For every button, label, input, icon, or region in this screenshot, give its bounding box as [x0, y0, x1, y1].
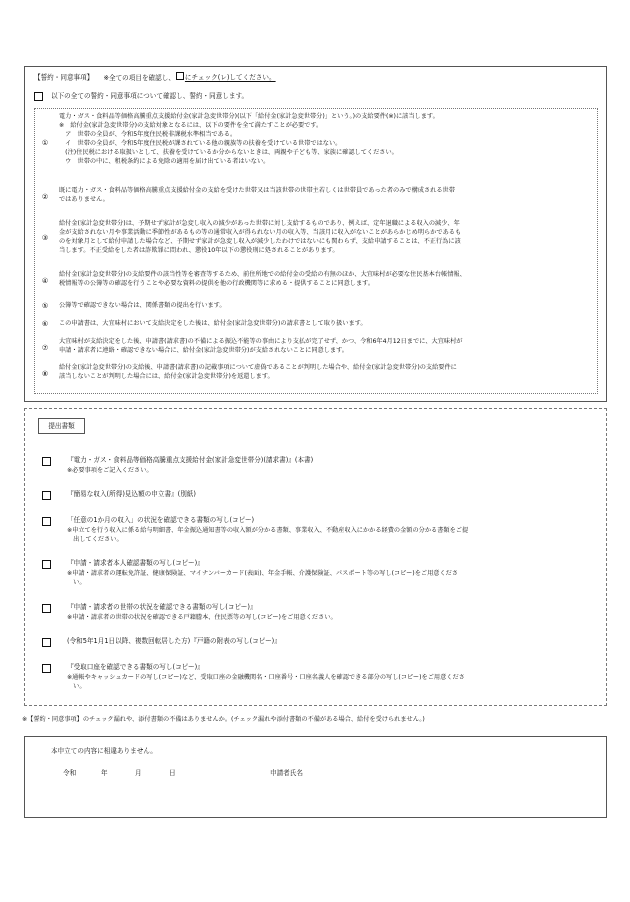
documents-title-box: [38, 418, 85, 434]
item-line: ア 世帯の全員が、令和5年度住民税非課税水準相当である。: [59, 130, 237, 138]
document-checkbox[interactable]: [42, 517, 51, 526]
era-label: 令和: [63, 769, 77, 777]
document-note: い。: [67, 682, 86, 690]
item-number: ②: [41, 193, 49, 201]
item-line: ウ 世帯の中に、租税条約による免除の適用を届け出ている者はいない。: [59, 157, 270, 165]
item-number: ⑦: [41, 344, 49, 352]
item-number: ①: [41, 139, 49, 147]
document-item[interactable]: [42, 663, 598, 692]
item-line: 給付金(家計急変世帯分)の支給後、申請書(請求書)の記載事項について虚偽であることが判明した場合や、給付金(家計急変世帯分)の支給要件に: [59, 364, 457, 371]
item-line: 給付金(家計急変世帯分)は、予期せず家計が急変し収入の減少があった世帯に対し支給するものであり、例えば、定年退職による収入の減少、年: [59, 220, 460, 227]
document-note: 出してください。: [67, 535, 123, 543]
document-label: 『簡易な収入(所得)見込額の申立書』(別紙): [67, 490, 196, 498]
document-note: ※必要事項をご記入ください。: [67, 466, 153, 474]
item-line: 当します。不正受給をした者は詐欺罪に問われ、懲役10年以下の懲役刑に処されることがあります。: [59, 246, 339, 254]
item-line: ※ 給付金(家計急変世帯分)の支給対象となるには、以下の要件を全て満たすことが必要です。: [59, 121, 323, 129]
item-line: のを対象月として給付申請した場合など、予期せず家計が急変し収入が減少したわけではないにも関わらず、支給申請することは、不正行為に該: [59, 237, 461, 245]
pledge-note: ※全ての項目を確認し、: [103, 73, 175, 82]
date-row: [63, 769, 583, 781]
document-checkbox[interactable]: [42, 638, 51, 647]
footer-note: ※【誓約・同意事項】のチェック漏れや、添付書類の不備はありませんか。(チェック漏れや添付書類の不備がある場合、給付を受けられません。): [22, 716, 425, 723]
document-note: ※申請・請求者の運転免許証、健康保険証、マイナンバーカード(表面)、年金手帳、介護保険証、パスポート等の写し(コピー)をご用意くださ: [67, 569, 459, 577]
document-note: ※通帳やキャッシュカードの写し(コピー)など、受取口座の金融機関名・口座番号・口座名義人を確認できる部分の写し(コピー)をご用意くださ: [67, 673, 465, 681]
item-line: 公簿等で確認できない場合は、関係書類の提出を行います。: [59, 302, 226, 309]
item-line: 大宜味村が支給決定をした後、申請書(請求書)の不備による振込不能等の事由により支払が完了せず、かつ、令和6年4月12日までに、大宜味村が: [59, 338, 463, 345]
signature-box: [24, 736, 607, 818]
item-number: ⑥: [41, 320, 49, 328]
document-item[interactable]: [42, 603, 598, 623]
document-note: い。: [67, 578, 86, 586]
item-line: 申請・請求者に連絡・確認できない場合に、給付金(家計急変世帯分)が支給されないことに同意します。: [59, 346, 348, 354]
document-label: 「任意の1か月の収入」の状況を確認できる書類の写し(コピー): [67, 516, 255, 524]
pledge-items: [34, 108, 598, 394]
month-label: 月: [135, 769, 142, 777]
document-checkbox[interactable]: [42, 491, 51, 500]
document-item[interactable]: [42, 637, 598, 647]
document-checkbox[interactable]: [42, 664, 51, 673]
item-line: 電力・ガス・食料品等価格高騰重点支援給付金(家計急変世帯分)(以下「給付金(家計急変世帯分)」という。)の支給要件(※)に該当します。: [59, 113, 439, 120]
item-line: 税情報等の公簿等の確認を行うことや必要な資料の提供を他の行政機関等に求める・提供することに同意します。: [59, 279, 375, 287]
document-item[interactable]: [42, 490, 598, 500]
pledge-header: [34, 72, 276, 83]
agree-all-row[interactable]: [34, 92, 248, 102]
document-item[interactable]: [42, 516, 598, 545]
documents-section: [24, 408, 607, 706]
item-line: イ 世帯の全員が、令和5年度住民税が課されている他の親族等の扶養を受けている世帯ではない。: [59, 139, 342, 147]
document-label: 『申請・請求者の世帯の状況を確認できる書類の写し(コピー)』: [67, 603, 257, 611]
declaration-statement: 本申立ての内容に相違ありません。: [51, 747, 157, 755]
document-item[interactable]: [42, 456, 598, 476]
pledge-note-tail: にチェック(レ)してください。: [184, 73, 276, 82]
document-note: ※申請・請求者の世帯の状況を確認できる戸籍謄本、住民票等の写し(コピー)をご用意ください。: [67, 613, 337, 621]
document-checkbox[interactable]: [42, 604, 51, 613]
item-number: ⑧: [41, 370, 49, 378]
document-checkbox[interactable]: [42, 457, 51, 466]
checkbox-sample-icon: [176, 72, 184, 80]
document-item[interactable]: [42, 559, 598, 588]
item-number: ⑤: [41, 302, 49, 310]
document-label: 『申請・請求者本人確認書類の写し(コピー)』: [67, 559, 204, 567]
applicant-name-label: 申請者氏名: [270, 769, 303, 777]
document-note: ※申立てを行う収入に係る給与明細書、年金振込通知書等の収入額が分かる書類、事業収入、不動産収入にかかる経費の金額の分かる書類をご提: [67, 526, 469, 534]
documents-title: 提出書類: [48, 422, 75, 430]
item-number: ③: [41, 234, 49, 242]
document-label: (令和5年1月1日以降、複数回転居した方)『戸籍の附表の写し(コピー)』: [67, 637, 281, 645]
item-line: 該当しないことが判明した場合には、給付金(家計急変世帯分)を返還します。: [59, 372, 274, 380]
document-label: 『受取口座を確認できる書類の写し(コピー)』: [67, 663, 204, 671]
document-checkbox[interactable]: [42, 560, 51, 569]
document-label: 『電力・ガス・食料品等価格高騰重点支援給付金(家計急変世帯分)(請求書)』(本書): [67, 456, 314, 464]
item-line: 既に電力・ガス・食料品等価格高騰重点支援給付金の支給を受けた世帯又は当該世帯の世帯主若しくは世帯員であった者のみで構成される世帯: [59, 187, 455, 194]
item-line: 給付金(家計急変世帯分)の支給要件の該当性等を審査等するため、前住所地での給付金の受給の有無のほか、大宜味村が必要な住民基本台帳情報、: [59, 271, 466, 278]
item-number: ④: [41, 277, 49, 285]
pledge-section: [24, 66, 607, 402]
year-label: 年: [101, 769, 108, 777]
item-line: 金が支給されない月や事業活動に季節性があるもの等の通常収入が得られない月の収入等、当該月に収入がないことがあらかじめ明らかであるも: [59, 228, 462, 236]
agree-all-checkbox[interactable]: [34, 92, 43, 101]
item-line: この申請書は、大宜味村において支給決定をした後は、給付金(家計急変世帯分)の請求書として取り扱います。: [59, 320, 367, 327]
pledge-title: 【誓約・同意事項】: [34, 73, 94, 82]
item-line: ではありません。: [59, 195, 109, 203]
day-label: 日: [169, 769, 176, 777]
agree-all-label: 以下の全ての誓約・同意事項について確認し、誓約・同意します。: [51, 92, 249, 100]
item-line: (注)住民税における取扱いとして、扶養を受けているか分からないときは、両親や子ども等、家族に確認してください。: [59, 148, 398, 156]
